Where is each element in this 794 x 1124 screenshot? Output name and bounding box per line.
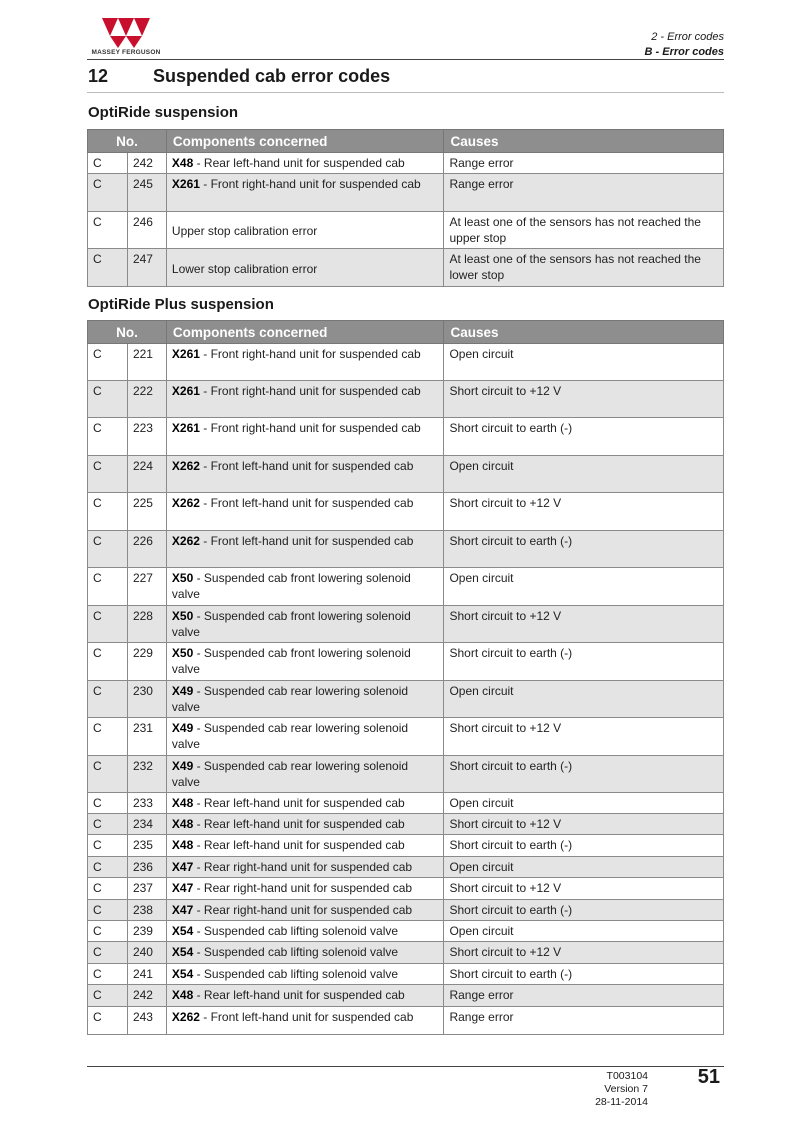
section-label: B - Error codes: [644, 46, 724, 58]
error-number: 226: [127, 531, 166, 568]
table-row: [88, 174, 724, 212]
component-description: - Front left-hand unit for suspended cab: [199, 1010, 414, 1024]
chapter-heading: [88, 66, 390, 87]
error-class: C: [88, 756, 128, 793]
chapter-title: Suspended cab error codes: [153, 66, 391, 86]
component-description: - Rear left-hand unit for suspended cab: [193, 796, 405, 810]
component-description: - Front right-hand unit for suspended cab: [199, 384, 421, 398]
error-class: C: [88, 344, 128, 381]
connector-code: X54: [171, 924, 194, 938]
optiride-plus-error-table: [87, 320, 724, 1035]
error-class: C: [88, 878, 128, 900]
error-number: 245: [127, 174, 166, 212]
component-description: - Suspended cab front lowering solenoid valve: [171, 609, 411, 639]
error-class: C: [88, 456, 128, 493]
cause-cell: Range error: [444, 1007, 724, 1035]
component-cell: [166, 344, 444, 381]
component-description: - Front right-hand unit for suspended cab: [199, 347, 421, 361]
column-header-causes: Causes: [444, 130, 724, 153]
cause-cell: Short circuit to earth (-): [444, 964, 724, 985]
cause-cell: Short circuit to +12 V: [444, 606, 724, 643]
connector-code: X261: [171, 347, 200, 361]
connector-code: X261: [171, 177, 200, 191]
cause-cell: At least one of the sensors has not reached the lower stop: [444, 249, 724, 287]
component-description: - Front left-hand unit for suspended cab: [199, 459, 414, 473]
error-class: C: [88, 964, 128, 985]
component-cell: [166, 964, 444, 985]
header-divider: [87, 59, 724, 60]
component-cell: [166, 531, 444, 568]
cause-cell: Open circuit: [444, 568, 724, 606]
component-cell: [166, 857, 444, 878]
error-number: 240: [127, 942, 166, 964]
component-cell: [166, 249, 444, 287]
connector-code: X50: [171, 609, 194, 623]
error-number: 246: [127, 212, 166, 249]
table-row: [88, 249, 724, 287]
chapter-number: 12: [88, 66, 109, 86]
massey-ferguson-logo: [84, 14, 168, 58]
connector-code: X48: [171, 817, 194, 831]
component-cell: [166, 174, 444, 212]
component-cell: [166, 985, 444, 1007]
error-number: 224: [127, 456, 166, 493]
connector-code: X262: [171, 534, 200, 548]
table-row: [88, 793, 724, 814]
error-class: C: [88, 568, 128, 606]
error-number: 242: [127, 153, 166, 174]
cause-cell: Open circuit: [444, 456, 724, 493]
component-description: - Front right-hand unit for suspended cab: [199, 421, 421, 435]
component-description: - Front left-hand unit for suspended cab: [199, 496, 414, 510]
component-cell: [166, 418, 444, 456]
connector-code: X262: [171, 1010, 200, 1024]
table-row: [88, 456, 724, 493]
table-row: [88, 857, 724, 878]
connector-code: X261: [171, 421, 200, 435]
connector-code: X48: [171, 988, 194, 1002]
column-header-components: Components concerned: [166, 321, 444, 344]
component-cell: [166, 718, 444, 756]
connector-code: X47: [171, 881, 194, 895]
component-description: - Front right-hand unit for suspended cab: [199, 177, 421, 191]
component-cell: [166, 606, 444, 643]
component-cell: [166, 568, 444, 606]
table-row: [88, 212, 724, 249]
component-cell: [166, 814, 444, 835]
connector-code: X48: [171, 838, 194, 852]
error-number: 243: [127, 1007, 166, 1035]
optiride-section-title: OptiRide suspension: [88, 104, 239, 121]
table-row: [88, 153, 724, 174]
error-number: 241: [127, 964, 166, 985]
component-cell: [166, 756, 444, 793]
component-cell: [166, 835, 444, 857]
cause-cell: Short circuit to +12 V: [444, 942, 724, 964]
error-number: 239: [127, 921, 166, 942]
error-class: C: [88, 212, 128, 249]
error-number: 234: [127, 814, 166, 835]
connector-code: X49: [171, 721, 194, 735]
component-description: - Rear left-hand unit for suspended cab: [193, 817, 405, 831]
component-description: - Suspended cab front lowering solenoid valve: [171, 571, 411, 601]
table-row: [88, 921, 724, 942]
document-info: [595, 1070, 648, 1109]
table-row: [88, 568, 724, 606]
error-number: 227: [127, 568, 166, 606]
component-description: - Suspended cab rear lowering solenoid valve: [171, 684, 409, 714]
component-cell: [166, 681, 444, 718]
table-row: [88, 643, 724, 681]
table-row: [88, 964, 724, 985]
cause-cell: Short circuit to earth (-): [444, 531, 724, 568]
document-version: Version 7: [604, 1083, 648, 1095]
table-row: [88, 531, 724, 568]
error-number: 229: [127, 643, 166, 681]
column-header-no: No.: [88, 130, 167, 153]
component-description: - Suspended cab lifting solenoid valve: [193, 945, 399, 959]
page-number: 51: [697, 1066, 720, 1088]
error-number: 223: [127, 418, 166, 456]
component-description: - Rear left-hand unit for suspended cab: [193, 156, 405, 170]
component-cell: [166, 643, 444, 681]
connector-code: X49: [171, 759, 194, 773]
table-row: [88, 756, 724, 793]
connector-code: X50: [171, 571, 194, 585]
document-date: 28-11-2014: [595, 1096, 648, 1108]
cause-cell: At least one of the sensors has not reached the upper stop: [444, 212, 724, 249]
error-class: C: [88, 942, 128, 964]
table-row: [88, 681, 724, 718]
error-class: C: [88, 153, 128, 174]
error-number: 222: [127, 381, 166, 418]
table-row: [88, 835, 724, 857]
table-row: [88, 814, 724, 835]
connector-code: X48: [171, 156, 194, 170]
connector-code: X262: [171, 459, 200, 473]
cause-cell: Short circuit to +12 V: [444, 718, 724, 756]
cause-cell: Open circuit: [444, 857, 724, 878]
cause-cell: Short circuit to earth (-): [444, 418, 724, 456]
error-number: 236: [127, 857, 166, 878]
component-description: - Front left-hand unit for suspended cab: [199, 534, 414, 548]
component-cell: [166, 793, 444, 814]
component-description: - Suspended cab front lowering solenoid valve: [171, 646, 411, 676]
component-description: - Suspended cab lifting solenoid valve: [193, 924, 399, 938]
component-description: Upper stop calibration error: [171, 224, 318, 238]
cause-cell: Short circuit to earth (-): [444, 756, 724, 793]
cause-cell: Open circuit: [444, 681, 724, 718]
error-class: C: [88, 418, 128, 456]
connector-code: X262: [171, 496, 200, 510]
component-cell: [166, 942, 444, 964]
table-row: [88, 344, 724, 381]
component-description: - Rear left-hand unit for suspended cab: [193, 988, 405, 1002]
table-row: [88, 718, 724, 756]
table-row: [88, 900, 724, 921]
document-id: T003104: [606, 1070, 648, 1082]
optiride-error-table: [87, 129, 724, 287]
error-class: C: [88, 814, 128, 835]
table-row: [88, 942, 724, 964]
cause-cell: Range error: [444, 174, 724, 212]
component-cell: [166, 153, 444, 174]
error-class: C: [88, 174, 128, 212]
component-description: - Suspended cab lifting solenoid valve: [193, 967, 399, 981]
component-cell: [166, 1007, 444, 1035]
error-class: C: [88, 381, 128, 418]
error-class: C: [88, 606, 128, 643]
connector-code: X48: [171, 796, 194, 810]
component-cell: [166, 921, 444, 942]
error-number: 230: [127, 681, 166, 718]
table-header-row: [88, 321, 724, 344]
error-class: C: [88, 643, 128, 681]
cause-cell: Short circuit to earth (-): [444, 900, 724, 921]
chapter-divider: [87, 92, 724, 93]
component-cell: [166, 878, 444, 900]
table-row: [88, 381, 724, 418]
cause-cell: Range error: [444, 153, 724, 174]
table-row: [88, 985, 724, 1007]
column-header-no: No.: [88, 321, 167, 344]
error-number: 231: [127, 718, 166, 756]
cause-cell: Short circuit to +12 V: [444, 381, 724, 418]
component-cell: [166, 456, 444, 493]
cause-cell: Range error: [444, 985, 724, 1007]
table-row: [88, 878, 724, 900]
chapter-label: 2 - Error codes: [651, 31, 724, 43]
component-cell: [166, 381, 444, 418]
error-class: C: [88, 1007, 128, 1035]
connector-code: X261: [171, 384, 200, 398]
error-class: C: [88, 718, 128, 756]
component-description: - Suspended cab rear lowering solenoid valve: [171, 759, 409, 789]
error-number: 221: [127, 344, 166, 381]
cause-cell: Open circuit: [444, 793, 724, 814]
table-row: [88, 418, 724, 456]
cause-cell: Open circuit: [444, 921, 724, 942]
column-header-components: Components concerned: [166, 130, 444, 153]
cause-cell: Short circuit to earth (-): [444, 835, 724, 857]
triple-triangle-logo-icon: [102, 14, 150, 48]
connector-code: X47: [171, 860, 194, 874]
error-class: C: [88, 249, 128, 287]
component-cell: [166, 212, 444, 249]
error-number: 247: [127, 249, 166, 287]
connector-code: X50: [171, 646, 194, 660]
table-header-row: [88, 130, 724, 153]
component-description: - Suspended cab rear lowering solenoid valve: [171, 721, 409, 751]
running-header: [645, 30, 724, 60]
error-number: 232: [127, 756, 166, 793]
component-description: - Rear right-hand unit for suspended cab: [193, 881, 413, 895]
error-class: C: [88, 900, 128, 921]
error-number: 237: [127, 878, 166, 900]
error-class: C: [88, 835, 128, 857]
connector-code: X49: [171, 684, 194, 698]
cause-cell: Short circuit to +12 V: [444, 814, 724, 835]
error-class: C: [88, 985, 128, 1007]
error-number: 228: [127, 606, 166, 643]
component-cell: [166, 900, 444, 921]
footer-divider: [87, 1066, 724, 1067]
cause-cell: Short circuit to earth (-): [444, 643, 724, 681]
error-class: C: [88, 793, 128, 814]
brand-name: MASSEY FERGUSON: [91, 49, 161, 56]
column-header-causes: Causes: [444, 321, 724, 344]
error-number: 242: [127, 985, 166, 1007]
component-description: - Rear left-hand unit for suspended cab: [193, 838, 405, 852]
error-class: C: [88, 493, 128, 531]
error-number: 235: [127, 835, 166, 857]
optiride-plus-section-title: OptiRide Plus suspension: [88, 296, 274, 313]
cause-cell: Short circuit to +12 V: [444, 493, 724, 531]
component-cell: [166, 493, 444, 531]
error-class: C: [88, 857, 128, 878]
connector-code: X54: [171, 967, 194, 981]
component-description: Lower stop calibration error: [171, 261, 318, 276]
error-class: C: [88, 531, 128, 568]
connector-code: X47: [171, 903, 194, 917]
error-number: 238: [127, 900, 166, 921]
component-description: - Rear right-hand unit for suspended cab: [193, 903, 413, 917]
error-class: C: [88, 681, 128, 718]
error-class: C: [88, 921, 128, 942]
table-row: [88, 1007, 724, 1035]
cause-cell: Open circuit: [444, 344, 724, 381]
error-number: 225: [127, 493, 166, 531]
cause-cell: Short circuit to +12 V: [444, 878, 724, 900]
error-number: 233: [127, 793, 166, 814]
table-row: [88, 606, 724, 643]
connector-code: X54: [171, 945, 194, 959]
component-description: - Rear right-hand unit for suspended cab: [193, 860, 413, 874]
table-row: [88, 493, 724, 531]
